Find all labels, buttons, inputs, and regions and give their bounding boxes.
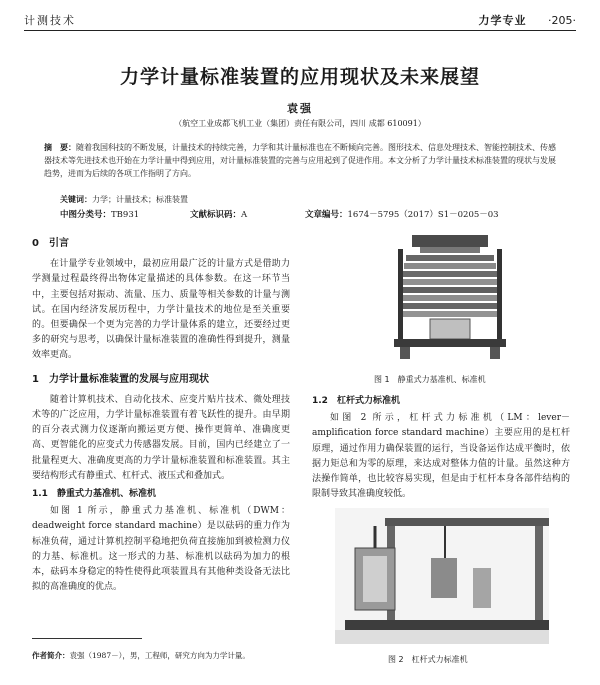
keywords-text: 力学；计量技术；标准装置 bbox=[92, 195, 188, 204]
subsection-1-1-paragraph: 如图 1 所示，静重式力基准机、标准机（DWM：deadweight force standard machine）是以砝码的重力作为标准负荷，通过计算机控制平稳地把负荷直接施加到被检测力仪的力基、标准机。这一形式的力基、标准机以砝码为加力的根本，砝码本身稳定的特性使得此项装置具有其他种类设备无法比拟的高准确度的优点。 bbox=[32, 506, 290, 593]
section-1-heading: 1 力学计量标准装置的发展与应用现状 bbox=[32, 373, 209, 385]
subsection-1-2-heading: 1.2 杠杆式力标准机 bbox=[312, 396, 400, 406]
footnote-text: 袁强（1987－），男，工程师，研究方向为力学计量。 bbox=[69, 651, 250, 660]
author-affiliation: （航空工业成都飞机工业（集团）责任有限公司，四川 成都 610091） bbox=[174, 119, 426, 128]
right-upright bbox=[535, 526, 543, 626]
paper-title: 力学计量标准装置的应用现状及未来展望 bbox=[119, 66, 480, 88]
right-column bbox=[312, 394, 570, 502]
header-section: 计测技术 bbox=[24, 14, 76, 27]
clc-number bbox=[60, 208, 139, 220]
article-number bbox=[305, 208, 499, 220]
figure-1-deadweight-machine bbox=[390, 233, 510, 363]
lever-beam bbox=[385, 518, 549, 526]
keywords bbox=[60, 194, 188, 205]
footnote-divider bbox=[32, 638, 142, 639]
figure-2-caption: 图 2 杠杆式力标准机 bbox=[388, 655, 468, 664]
left-column bbox=[32, 236, 290, 595]
clc-value: TB931 bbox=[111, 210, 140, 220]
left-column-post bbox=[398, 249, 403, 345]
article-label: 文章编号： bbox=[305, 210, 348, 220]
classification-row bbox=[60, 208, 560, 220]
lever-machine-base bbox=[345, 620, 549, 630]
author-footnote bbox=[32, 650, 250, 661]
right-column-post bbox=[497, 249, 502, 345]
subsection-1-2-paragraph: 如图 2 所示，杠杆式力标准机（LM：lever－amplification force standard machine）主要应用的是杠杆原理，通过作用力确保装置的运行，当设备运作达成平衡时，依据力矩总和为零的原理，来达成对整体力值的计量。虽然这种方法操作简单，也比较容易实现，但是由于杠杆本身各部件结构的限制导致其准确度较低。 bbox=[312, 413, 570, 500]
figure-2-lever-machine bbox=[335, 508, 549, 644]
doc-label: 文献标识码： bbox=[190, 210, 242, 220]
doc-value: A bbox=[241, 210, 248, 220]
keywords-label: 关键词： bbox=[60, 195, 92, 204]
section-intro-heading: 0 引言 bbox=[32, 238, 69, 249]
section-1-paragraph: 随着计算机技术、自动化技术、应变片贴片技术、微处理技术等的广泛应用，力学计量标准装置有着飞跃性的提升。由早期的百分表式测力仪逐渐向搬运更方便、操作更简单、准确度更高、更智能化的应变式力传感器发展。目前，国内已经建立了一批量程更大、准确度更高的力学计量标准装置和标准装置。其主要结构形式有静重式、杠杆式、液压式和叠加式。 bbox=[32, 394, 290, 481]
abstract bbox=[44, 141, 556, 180]
author-name: 袁强 bbox=[287, 102, 313, 115]
footnote-label: 作者简介： bbox=[32, 651, 70, 660]
intro-paragraph: 在计量学专业领域中，最初应用最广泛的计量方式是借助力学测量过程最终得出物体定量描述的具体参数。在这一环节当中，主要包括对振动、流量、压力、质量等相关参数的计量与测试。在国内经济发展历程中，力学计量技术的地位是至关重要的。但要确保一个更为完善的力学计量体系的建立，还要经过更多的研究与思考，以确保计量标准装置的准确性得到提升，测量效率更高。 bbox=[32, 259, 290, 361]
machine-base bbox=[394, 339, 506, 347]
doc-code bbox=[190, 208, 247, 220]
header-divider bbox=[24, 30, 576, 31]
top-crossbeam bbox=[412, 235, 488, 247]
header-right bbox=[479, 12, 577, 28]
page-number: ·205· bbox=[548, 14, 576, 27]
abstract-text: 随着我国科技的不断发展，计量技术的持续完善，力学和其计量标准也在不断倾向完善。图形技术、信息处理技术、智能控制技术、传感器技术等先进技术也开始在力学计量中得到应用，对计量标准装置的完善与应用起到了促进作用。本文分析了力学计量技术标准装置的现状与发展趋势，进而为后续的各项工作指明了方向。 bbox=[44, 143, 556, 178]
header-journal: 力学专业 bbox=[478, 14, 527, 27]
subsection-1-1-heading: 1.1 静重式力基准机、标准机 bbox=[32, 489, 156, 500]
clc-label: 中图分类号： bbox=[60, 210, 112, 220]
abstract-label: 摘 要： bbox=[44, 143, 76, 152]
figure-1-caption: 图 1 静重式力基准机、标准机 bbox=[374, 375, 486, 384]
article-value: 1674－5795（2017）S1－0205－03 bbox=[347, 210, 499, 220]
running-header bbox=[24, 12, 576, 30]
